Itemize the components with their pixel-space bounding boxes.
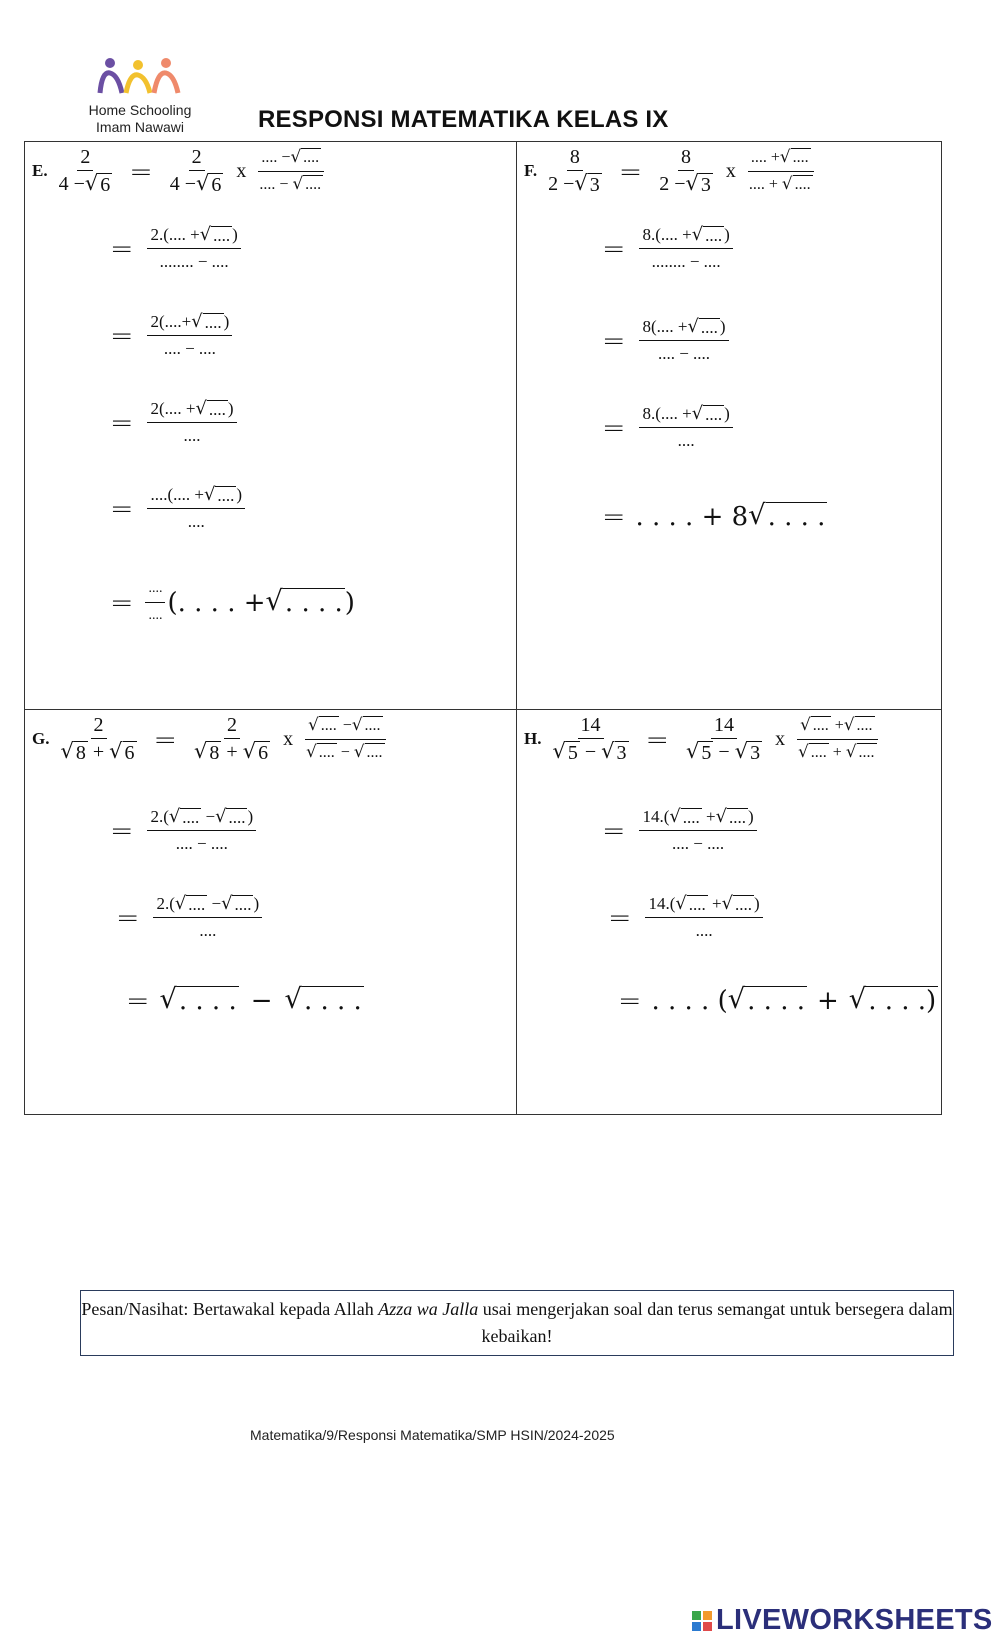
fraction: 14 √ 5 − √ 3	[552, 714, 627, 764]
equals-sign: =	[110, 492, 134, 525]
page-title: RESPONSI MATEMATIKA KELAS IX	[258, 106, 669, 133]
advice-note	[80, 1290, 954, 1356]
fraction[interactable]: 2.( √ .... − √ .... ) .... − ....	[147, 806, 256, 855]
numerator: 2	[77, 146, 93, 171]
fraction[interactable]: 8(.... + √ .... ) .... − ....	[639, 316, 728, 365]
problem-label: H.	[524, 729, 542, 748]
fraction[interactable]: ....(.... + √ .... ) ....	[147, 484, 245, 533]
denominator: 4 − √ 6	[169, 171, 222, 196]
logo-line2: Imam Nawawi	[96, 119, 184, 135]
fraction[interactable]: 2(.... + √ .... ) ....	[147, 398, 236, 447]
blank-radical[interactable]: √ . . . .	[284, 983, 362, 1016]
close-paren: )	[344, 587, 355, 618]
note-text-2: usai mengerjakan soal dan terus semangat untuk bersegera dalam kebaikan!	[478, 1299, 953, 1346]
problem-f-step-4	[592, 500, 827, 533]
conjugate-fraction[interactable]: .... + √ .... .... + √ ....	[746, 147, 816, 196]
conjugate-fraction[interactable]: √ .... − √ .... √ .... − √ ....	[303, 715, 387, 764]
fraction[interactable]: 14.( √ .... + √ .... ) ....	[645, 893, 762, 942]
fraction[interactable]: 8.(.... + √ .... ) ........ − ....	[639, 224, 732, 273]
blank-radical[interactable]: √ . . . .)	[848, 983, 937, 1016]
liveworksheets-brand[interactable]	[692, 1604, 993, 1637]
logo-line1: Home Schooling	[88, 102, 192, 118]
problem-g-statement	[32, 714, 392, 764]
liveworksheets-logo-icon	[692, 1611, 712, 1631]
fraction[interactable]: 14.( √ .... + √ .... ) .... − ....	[639, 806, 756, 855]
equals-sign: =	[129, 154, 153, 188]
equals-sign: =	[618, 154, 643, 188]
conjugate-fraction	[256, 147, 326, 196]
blank[interactable]: . . . . (	[651, 985, 728, 1016]
fraction: 8 2 − √ 3	[659, 146, 711, 196]
fraction	[56, 146, 116, 196]
problem-label: E.	[32, 161, 48, 180]
fraction[interactable]: 2.(.... + √ .... ) ........ − ....	[147, 224, 240, 273]
plus-sign: +	[817, 985, 839, 1016]
equals-sign: =	[126, 984, 150, 1017]
blank-radical[interactable]: √ . . . .	[727, 983, 805, 1016]
problem-h-step-2	[598, 893, 767, 942]
equals-sign: =	[110, 406, 134, 439]
equals-sign: =	[608, 901, 632, 934]
footer-text: Matematika/9/Responsi Matematika/SMP HSIN/2024-2025	[250, 1427, 615, 1443]
denominator: 4 − √ 6	[58, 171, 111, 196]
problem-h-step-1	[592, 806, 761, 855]
blank-radical[interactable]: √ . . . .	[265, 585, 343, 618]
fraction[interactable]: 2.( √ .... − √ .... ) ....	[153, 893, 262, 942]
minus-sign: −	[250, 985, 273, 1016]
fraction	[167, 146, 227, 196]
note-text: Pesan/Nasihat: Bertawakal kepada Allah	[81, 1299, 379, 1319]
fraction: 8 2 − √ 3	[548, 146, 600, 196]
problem-e-step-1	[100, 224, 245, 273]
problem-e-statement	[32, 146, 330, 196]
fraction[interactable]: $\frac{....}{....}$	[145, 578, 165, 627]
problem-f-step-1	[592, 224, 737, 273]
problem-h-statement	[524, 714, 884, 764]
grid-divider-vertical	[516, 141, 517, 1115]
equals-sign: =	[110, 586, 134, 619]
times-sign: x	[236, 159, 247, 182]
problem-label: F.	[524, 161, 538, 180]
fraction: 14 √ 5 − √ 3	[686, 714, 761, 764]
blank[interactable]: . . . . + 8	[635, 501, 749, 532]
fraction: 2 √ 8 + √ 6	[194, 714, 269, 764]
problem-h-step-3	[608, 984, 938, 1017]
blank-denominator[interactable]: .... − √ ....	[259, 172, 322, 193]
equals-sign: =	[602, 411, 626, 444]
school-logo	[80, 55, 200, 136]
fraction[interactable]: 2(....+ √ .... ) .... − ....	[147, 311, 232, 360]
equals-sign: =	[602, 232, 626, 265]
fraction: 2 √ 8 + √ 6	[60, 714, 135, 764]
problem-e-step-2	[100, 311, 236, 360]
equals-sign: =	[153, 722, 178, 756]
equals-sign: =	[618, 984, 642, 1017]
equals-sign: =	[110, 319, 134, 352]
problem-e-step-5	[100, 578, 355, 627]
problem-label: G.	[32, 729, 50, 748]
equals-sign: =	[110, 232, 134, 265]
equals-sign: =	[602, 324, 626, 357]
equals-sign: =	[645, 722, 670, 756]
brand-name: LIVEWORKSHEETS	[716, 1604, 993, 1636]
problem-e-step-3	[100, 398, 241, 447]
times-sign: x	[775, 727, 786, 750]
equals-sign: =	[602, 500, 626, 533]
equals-sign: =	[116, 901, 140, 934]
blank-numerator[interactable]: .... − √ ....	[258, 147, 324, 172]
problem-f-step-3	[592, 403, 737, 452]
worksheet-grid	[24, 141, 942, 1115]
numerator: 2	[189, 146, 205, 171]
problem-g-step-2	[106, 893, 266, 942]
times-sign: x	[725, 159, 736, 182]
fraction[interactable]: 8.(.... + √ .... ) ....	[639, 403, 732, 452]
grid-divider-horizontal	[24, 709, 942, 710]
logo-figures-icon	[80, 55, 200, 97]
equals-sign: =	[110, 814, 134, 847]
problem-f-step-2	[592, 316, 733, 365]
equals-sign: =	[602, 814, 626, 847]
problem-g-step-1	[100, 806, 260, 855]
problem-f-statement	[524, 146, 820, 196]
problem-g-step-3	[116, 984, 364, 1017]
times-sign: x	[283, 727, 294, 750]
note-italic: Azza wa Jalla	[378, 1299, 479, 1319]
blank-radical[interactable]: √ . . . .	[159, 983, 237, 1016]
blank[interactable]: (. . . . +	[167, 587, 266, 618]
conjugate-fraction[interactable]: √ .... + √ .... √ .... + √ ....	[795, 715, 879, 764]
blank-radical[interactable]: √ . . . .	[748, 499, 826, 532]
problem-e-step-4	[100, 484, 249, 533]
